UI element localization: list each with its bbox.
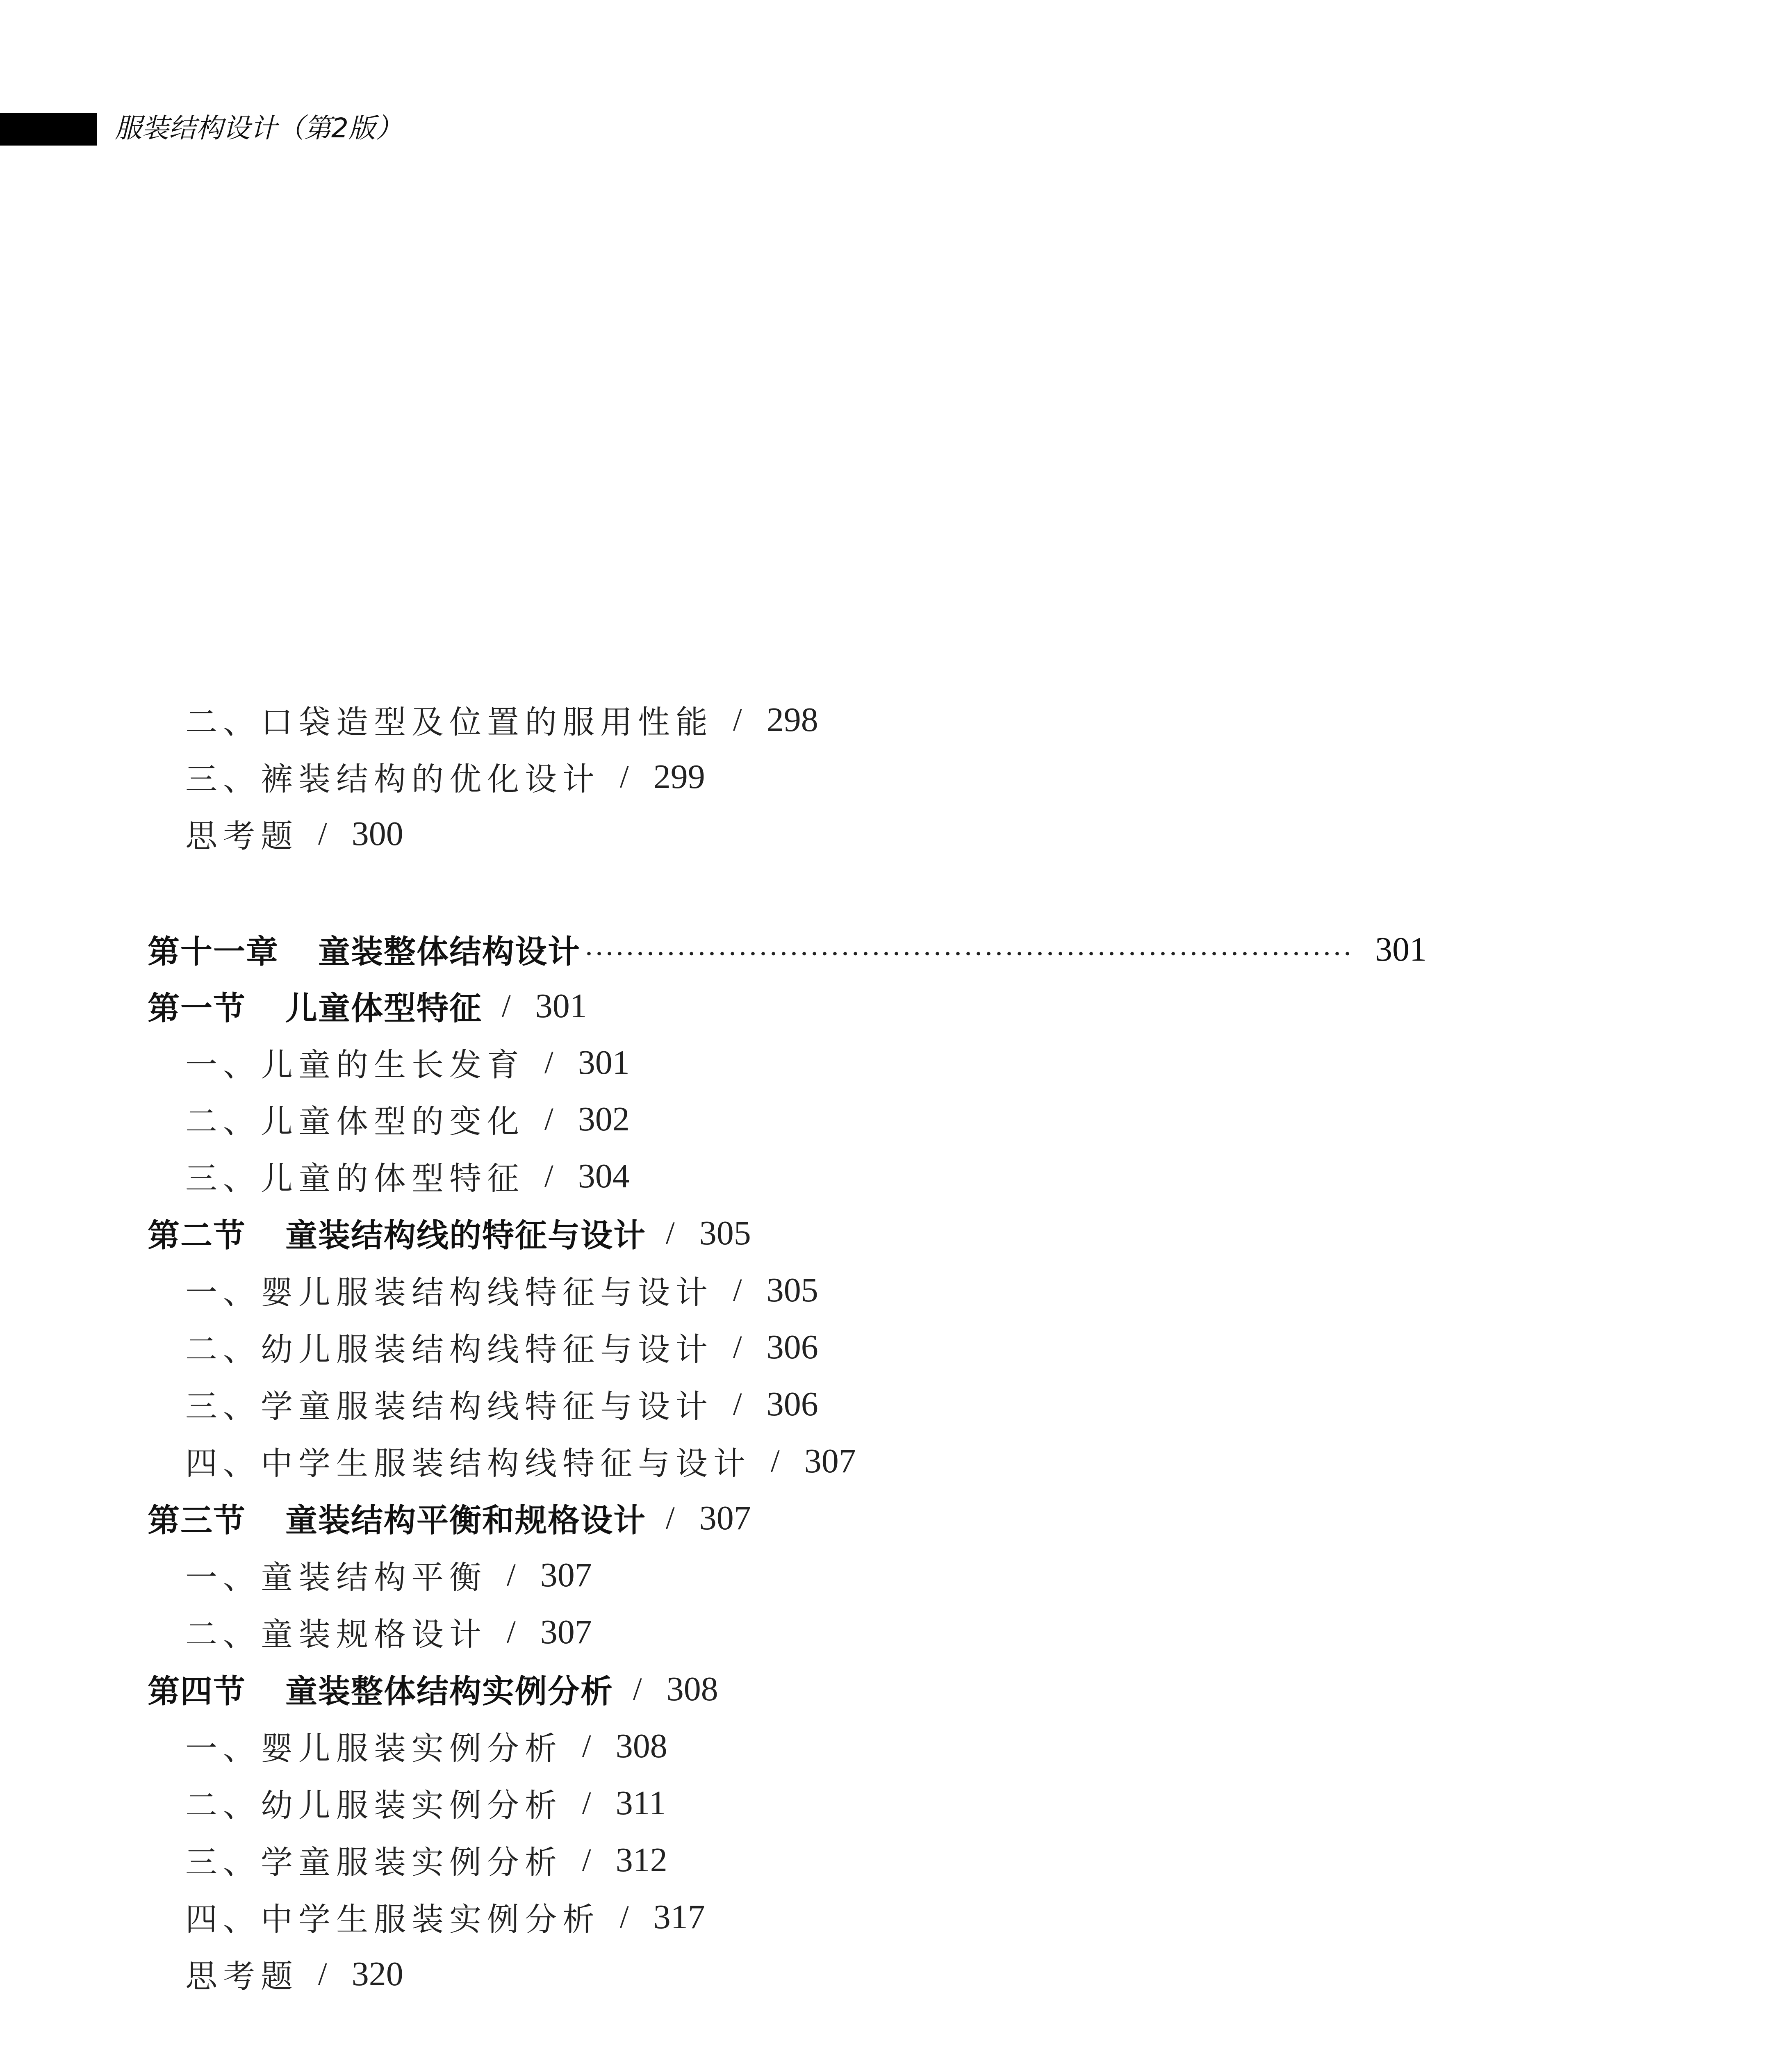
toc-entry-title: 二、幼儿服装实例分析 [185, 1787, 563, 1824]
toc-entry-title: 二、儿童体型的变化 [185, 1103, 525, 1140]
toc-entry-title: 一、童装结构平衡 [185, 1559, 487, 1596]
toc-separator: / [620, 1899, 629, 1934]
toc-entry-title: 思考题 [185, 818, 299, 855]
toc-page-number: 304 [578, 1157, 630, 1195]
toc-separator: / [666, 1215, 675, 1250]
toc-page-number: 307 [540, 1613, 592, 1651]
toc-chapter-title [148, 926, 581, 972]
toc-page-number: 308 [666, 1670, 718, 1708]
toc-section-entry[interactable] [148, 1208, 751, 1257]
toc-entry[interactable] [185, 1265, 818, 1314]
toc-page-number: 305 [766, 1271, 818, 1309]
toc-separator: / [733, 1386, 742, 1421]
toc-entry-title: 三、学童服装实例分析 [185, 1844, 563, 1881]
toc-page-number: 320 [351, 1954, 403, 1993]
toc-separator: / [544, 1101, 553, 1137]
toc-section-title [148, 983, 482, 1029]
toc-page-number: 305 [699, 1214, 751, 1252]
toc-separator: / [507, 1557, 516, 1592]
toc-entry[interactable] [185, 1949, 403, 1998]
toc-entry-title: 二、童装规格设计 [185, 1616, 487, 1653]
section-title-text: 童装结构平衡和规格设计 [285, 1502, 647, 1539]
toc-leader-dots [584, 951, 1355, 956]
toc-separator: / [507, 1614, 516, 1649]
toc-page-number: 306 [766, 1385, 818, 1423]
toc-entry[interactable] [185, 695, 818, 744]
toc-separator: / [502, 988, 511, 1023]
toc-chapter-entry[interactable] [148, 925, 1427, 974]
toc-entry-title: 三、裤装结构的优化设计 [185, 761, 601, 798]
toc-entry[interactable] [185, 1607, 592, 1656]
section-title-text: 童装整体结构实例分析 [285, 1673, 614, 1710]
toc-separator: / [582, 1842, 591, 1877]
toc-separator: / [666, 1500, 675, 1535]
toc-section-title [148, 1210, 646, 1256]
toc-entry[interactable] [185, 1892, 705, 1941]
toc-entry[interactable] [185, 1379, 818, 1428]
toc-page-number: 302 [578, 1100, 630, 1138]
toc-entry[interactable] [185, 1151, 630, 1200]
toc-page-number: 301 [1375, 930, 1427, 968]
toc-page-number: 317 [653, 1897, 705, 1936]
toc-separator: / [318, 1956, 327, 1991]
toc-separator: / [771, 1443, 780, 1478]
toc-entry-title: 二、幼儿服装结构线特征与设计 [185, 1331, 714, 1368]
toc-entry[interactable] [185, 809, 403, 858]
toc-entry-title: 二、口袋造型及位置的服用性能 [185, 704, 714, 741]
toc-separator: / [582, 1728, 591, 1763]
toc-separator: / [544, 1044, 553, 1080]
toc-page-number: 299 [653, 757, 705, 796]
toc-separator: / [633, 1671, 642, 1706]
toc-separator: / [544, 1158, 553, 1194]
toc-entry[interactable] [185, 1778, 666, 1827]
toc-entry[interactable] [185, 1094, 630, 1143]
toc-entry[interactable] [185, 752, 705, 801]
toc-page-number: 311 [615, 1784, 666, 1822]
toc-entry-title: 三、学童服装结构线特征与设计 [185, 1388, 714, 1425]
toc-separator: / [318, 815, 327, 851]
toc-page-number: 301 [578, 1043, 630, 1082]
toc-section-title [148, 1666, 613, 1712]
toc-section-entry[interactable] [148, 1493, 751, 1542]
toc-page-number: 307 [540, 1556, 592, 1594]
toc-separator: / [620, 758, 629, 794]
running-header-title: 服装结构设计（第2版） [115, 112, 403, 144]
header-black-bar [0, 113, 97, 146]
section-number: 第二节 [148, 1217, 246, 1254]
toc-page-number: 312 [615, 1840, 667, 1879]
toc-section-entry[interactable] [148, 1664, 718, 1713]
toc-page-number: 301 [535, 986, 587, 1025]
toc-page-number: 298 [766, 700, 818, 739]
toc-entry-title: 一、婴儿服装实例分析 [185, 1730, 563, 1767]
toc-entry[interactable] [185, 1436, 856, 1485]
toc-separator: / [733, 702, 742, 737]
toc-entry[interactable] [185, 1038, 630, 1087]
section-number: 第一节 [148, 990, 246, 1027]
toc-entry[interactable] [185, 1322, 818, 1371]
toc-separator: / [582, 1785, 591, 1820]
toc-entry-title: 三、儿童的体型特征 [185, 1160, 525, 1197]
section-title-text: 童装结构线的特征与设计 [285, 1217, 647, 1254]
toc-entry[interactable] [185, 1835, 667, 1884]
toc-separator: / [733, 1329, 742, 1364]
toc-entry-title: 四、中学生服装结构线特征与设计 [185, 1445, 751, 1482]
toc-page-number: 307 [699, 1499, 751, 1537]
toc-entry-title: 一、婴儿服装结构线特征与设计 [185, 1274, 714, 1311]
chapter-title-text: 童装整体结构设计 [318, 934, 581, 970]
toc-page-number: 307 [804, 1442, 856, 1480]
toc-section-title [148, 1495, 646, 1541]
toc-entry-title: 四、中学生服装实例分析 [185, 1901, 601, 1938]
toc-page-number: 306 [766, 1328, 818, 1366]
toc-page-number: 300 [351, 814, 403, 853]
section-number: 第四节 [148, 1673, 246, 1710]
toc-page-number: 308 [615, 1727, 667, 1765]
chapter-number: 第十一章 [148, 934, 279, 970]
section-number: 第三节 [148, 1502, 246, 1539]
toc-entry-title: 思考题 [185, 1958, 299, 1995]
toc-section-entry[interactable] [148, 981, 587, 1030]
toc-entry[interactable] [185, 1550, 592, 1599]
section-title-text: 儿童体型特征 [285, 990, 483, 1027]
toc-entry-title: 一、儿童的生长发育 [185, 1047, 525, 1084]
toc-separator: / [733, 1272, 742, 1307]
toc-entry[interactable] [185, 1721, 667, 1770]
